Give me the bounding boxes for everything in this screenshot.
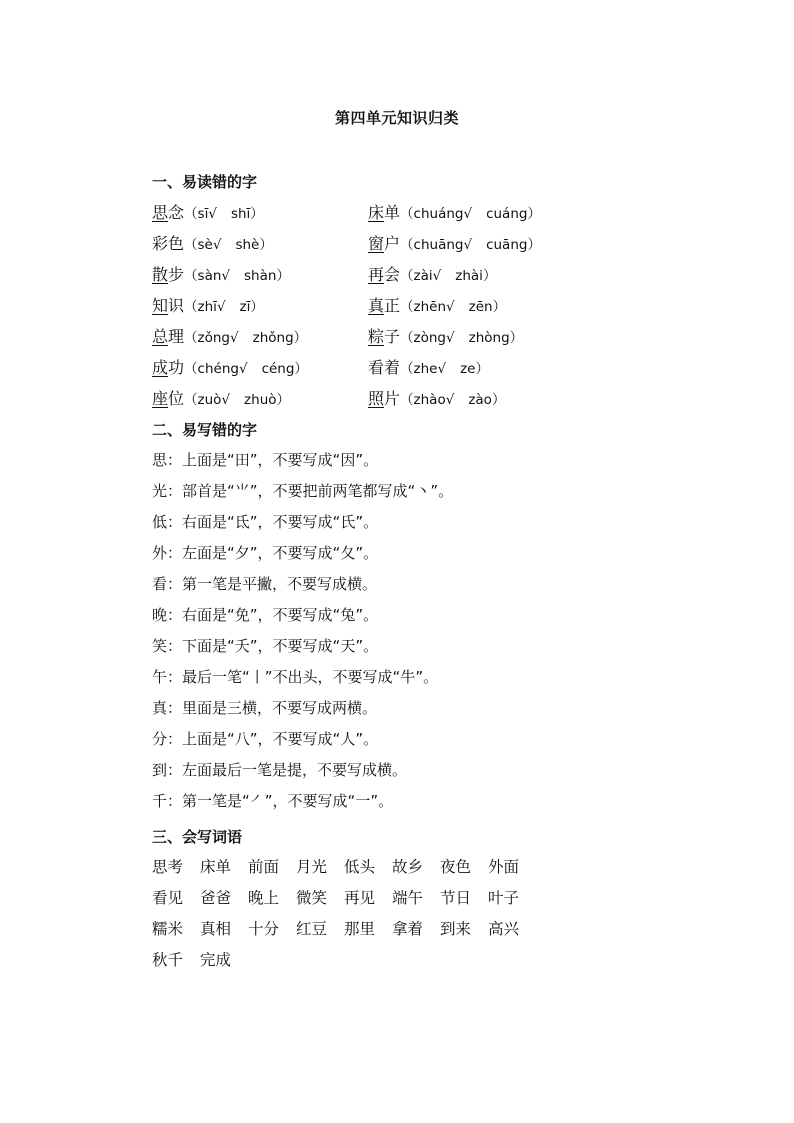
underlined-char: 总 (152, 327, 169, 346)
rule-line: 千：第一笔是“㇒”，不要写成“一”。 (152, 792, 394, 810)
pinyin-wrong: cuáng (486, 206, 528, 222)
misread-word-row (368, 295, 541, 326)
rule-line: 分：上面是“八”，不要写成“人”。 (152, 730, 379, 748)
word-rest: 念 (168, 203, 185, 222)
misread-word-row (368, 264, 541, 295)
underlined-char: 成 (152, 358, 169, 377)
underlined-char: 床 (368, 203, 385, 222)
close-paren: ） (492, 299, 507, 315)
pinyin-correct: chuāng (413, 237, 464, 253)
pinyin-wrong: zhuò (244, 392, 277, 408)
close-paren: ） (294, 361, 308, 377)
open-paren: （ (184, 268, 198, 284)
pinyin-correct: zhe (413, 361, 438, 377)
pinyin-options (400, 206, 541, 222)
check-mark-icon: √ (208, 206, 217, 222)
vocabulary-word: 看见 (152, 889, 184, 907)
pinyin-options (400, 330, 523, 346)
vocabulary-word: 完成 (200, 951, 232, 969)
open-paren: （ (184, 237, 198, 253)
rule-line: 低：右面是“氐”，不要写成“氏”。 (152, 513, 379, 531)
vocabulary-word: 夜色 (440, 858, 472, 876)
pinyin-options (184, 268, 290, 284)
rule-line: 真：里面是三横，不要写成两横。 (152, 699, 378, 717)
open-paren: （ (400, 392, 414, 408)
pinyin-wrong: zào (468, 392, 492, 408)
open-paren: （ (400, 299, 414, 315)
check-mark-icon: √ (446, 299, 455, 315)
open-paren: （ (400, 237, 414, 253)
word-rest: 理 (168, 327, 185, 346)
pinyin-wrong: shàn (244, 268, 277, 284)
vocabulary-word: 节日 (440, 889, 472, 907)
section-heading-misread: 一、易读错的字 (152, 173, 258, 191)
pinyin-wrong: zhòng (468, 330, 510, 346)
pinyin-correct: zuò (197, 392, 222, 408)
pinyin-options (184, 361, 308, 377)
word-rest: 单 (384, 203, 401, 222)
check-mark-icon: √ (221, 392, 231, 408)
rule-line: 笑：下面是“夭”，不要写成“天”。 (152, 637, 379, 655)
word-rest: 位 (168, 389, 185, 408)
pinyin-correct: zài (413, 268, 433, 284)
word-rest: 功 (168, 358, 185, 377)
word-rest: 正 (384, 296, 401, 315)
pinyin-correct: chuáng (413, 206, 464, 222)
pinyin-options (184, 330, 307, 346)
open-paren: （ (400, 361, 414, 377)
close-paren: ） (509, 330, 524, 346)
vocabulary-word: 外面 (488, 858, 520, 876)
pinyin-correct: sàn (197, 268, 222, 284)
word-rest: 彩色 (152, 234, 185, 253)
pinyin-wrong: shè (235, 237, 260, 253)
misread-word-row (368, 388, 541, 419)
misread-word-row (152, 326, 308, 357)
vocabulary-grid (152, 856, 572, 980)
pinyin-options (184, 237, 273, 253)
check-mark-icon: √ (463, 237, 473, 253)
check-mark-icon: √ (216, 299, 226, 315)
pinyin-options (184, 299, 264, 315)
pinyin-options (400, 361, 489, 377)
pinyin-options (400, 299, 506, 315)
underlined-char: 知 (152, 296, 169, 315)
pinyin-correct: zhào (413, 392, 446, 408)
pinyin-wrong: ze (460, 361, 476, 377)
vocabulary-word: 那里 (344, 920, 376, 938)
misread-word-row (152, 264, 308, 295)
pinyin-correct: zòng (413, 330, 447, 346)
pinyin-options (400, 237, 541, 253)
open-paren: （ (400, 268, 414, 284)
pinyin-wrong: shī (230, 206, 251, 222)
check-mark-icon: √ (212, 237, 222, 253)
misread-word-row (152, 357, 308, 388)
check-mark-icon: √ (463, 206, 473, 222)
pinyin-correct: chéng (197, 361, 239, 377)
check-mark-icon: √ (432, 268, 442, 284)
vocabulary-word: 红豆 (296, 920, 328, 938)
open-paren: （ (400, 206, 414, 222)
misread-word-row (368, 233, 541, 264)
underlined-char: 粽 (368, 327, 385, 346)
vocabulary-word: 月光 (296, 858, 328, 876)
misread-word-row (368, 326, 541, 357)
check-mark-icon: √ (230, 330, 239, 346)
misread-word-row (152, 295, 308, 326)
vocabulary-word: 叶子 (488, 889, 520, 907)
underlined-char: 座 (152, 389, 169, 408)
close-paren: ） (475, 361, 489, 377)
pinyin-wrong: zhài (455, 268, 483, 284)
underlined-char: 窗 (368, 234, 385, 253)
check-mark-icon: √ (238, 361, 248, 377)
pinyin-correct: sè (197, 237, 213, 253)
miswritten-rules-list (152, 449, 453, 821)
vocabulary-word: 高兴 (488, 920, 520, 938)
vocabulary-word: 故乡 (392, 858, 424, 876)
word-rest: 片 (384, 389, 401, 408)
misread-word-row (152, 202, 308, 233)
vocabulary-word: 前面 (248, 858, 280, 876)
close-paren: ） (491, 392, 506, 408)
vocabulary-word: 秋千 (152, 951, 184, 969)
pinyin-correct: zhēn (413, 299, 447, 315)
misread-words-left-column (152, 202, 308, 419)
pinyin-correct: sī (197, 206, 209, 222)
close-paren: ） (276, 268, 290, 284)
close-paren: ） (276, 392, 291, 408)
section-heading-miswritten: 二、易写错的字 (152, 421, 258, 439)
check-mark-icon: √ (445, 392, 455, 408)
close-paren: ） (259, 237, 273, 253)
rule-line: 光：部首是“⺌”，不要把前两笔都写成“丶”。 (152, 482, 454, 500)
open-paren: （ (184, 392, 198, 408)
vocabulary-word: 十分 (248, 920, 280, 938)
rule-line: 外：左面是“夕”，不要写成“夂”。 (152, 544, 379, 562)
underlined-char: 再 (368, 265, 385, 284)
misread-word-row (368, 202, 541, 233)
misread-words-right-column (368, 202, 541, 419)
misread-word-row (152, 388, 308, 419)
check-mark-icon: √ (221, 268, 231, 284)
rule-line: 到：左面最后一笔是提，不要写成横。 (152, 761, 408, 779)
check-mark-icon: √ (446, 330, 455, 346)
page-title: 第四单元知识归类 (334, 109, 459, 127)
rule-line: 晚：右面是“免”，不要写成“兔”。 (152, 606, 379, 624)
close-paren: ） (250, 206, 264, 222)
open-paren: （ (184, 299, 198, 315)
pinyin-correct: zǒng (197, 330, 231, 346)
open-paren: （ (400, 330, 414, 346)
pinyin-options (184, 392, 290, 408)
vocabulary-word: 真相 (200, 920, 232, 938)
close-paren: ） (527, 237, 541, 253)
underlined-char: 真 (368, 296, 385, 315)
pinyin-correct: zhī (197, 299, 217, 315)
word-rest: 户 (384, 234, 401, 253)
underlined-char: 思 (152, 203, 169, 222)
vocabulary-word: 拿着 (392, 920, 424, 938)
pinyin-wrong: zēn (468, 299, 493, 315)
pinyin-options (400, 392, 505, 408)
pinyin-options (184, 206, 264, 222)
open-paren: （ (184, 206, 198, 222)
vocabulary-word: 思考 (152, 858, 184, 876)
word-rest: 看着 (368, 358, 401, 377)
close-paren: ） (250, 299, 264, 315)
rule-line: 看：第一笔是平撇，不要写成横。 (152, 575, 378, 593)
misread-word-row (368, 357, 541, 388)
misread-word-row (152, 233, 308, 264)
vocabulary-word: 糯米 (152, 920, 184, 938)
word-rest: 步 (168, 265, 185, 284)
open-paren: （ (184, 330, 198, 346)
rule-line: 午：最后一笔“丨”不出头，不要写成“牛”。 (152, 668, 439, 686)
vocabulary-word: 低头 (344, 858, 376, 876)
word-rest: 识 (168, 296, 185, 315)
open-paren: （ (184, 361, 198, 377)
vocabulary-word: 爸爸 (200, 889, 232, 907)
close-paren: ） (482, 268, 497, 284)
rule-line: 思：上面是“田”，不要写成“因”。 (152, 451, 379, 469)
pinyin-wrong: zhǒng (252, 330, 294, 346)
pinyin-options (400, 268, 496, 284)
vocabulary-word: 床单 (200, 858, 232, 876)
check-mark-icon: √ (437, 361, 447, 377)
word-rest: 子 (384, 327, 401, 346)
vocabulary-word: 晚上 (248, 889, 280, 907)
vocabulary-word: 到来 (440, 920, 472, 938)
underlined-char: 散 (152, 265, 169, 284)
word-rest: 会 (384, 265, 401, 284)
pinyin-wrong: cuāng (486, 237, 528, 253)
underlined-char: 照 (368, 389, 385, 408)
section-heading-vocabulary: 三、会写词语 (152, 828, 243, 846)
close-paren: ） (293, 330, 308, 346)
vocabulary-word: 端午 (392, 889, 424, 907)
close-paren: ） (527, 206, 541, 222)
vocabulary-word: 微笑 (296, 889, 328, 907)
vocabulary-word: 再见 (344, 889, 376, 907)
pinyin-wrong: céng (261, 361, 295, 377)
pinyin-wrong: zī (239, 299, 251, 315)
